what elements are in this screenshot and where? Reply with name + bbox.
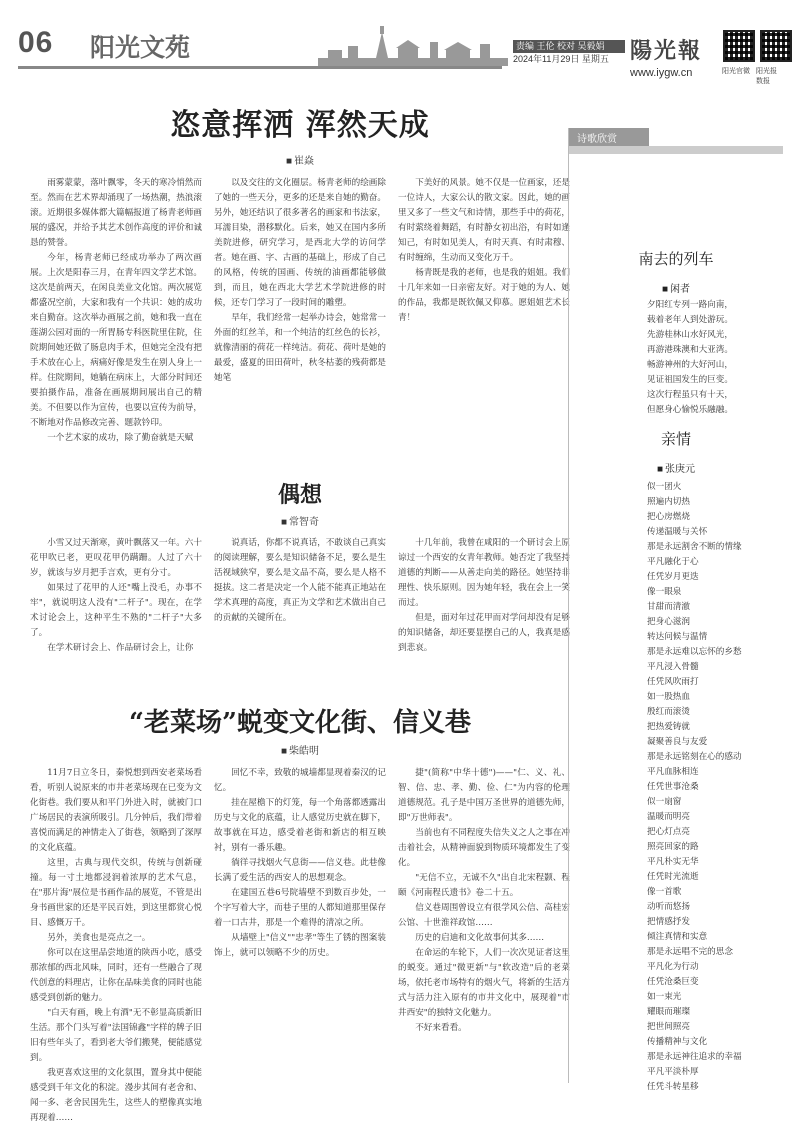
poem-line: 温暖而明亮 — [647, 812, 690, 822]
poem-body — [647, 298, 777, 418]
poem-line: 载着老年人到处游玩。 — [647, 315, 733, 325]
poem-line: 动听而悠扬 — [647, 902, 690, 912]
text-column — [398, 766, 570, 1086]
poem-line: 倾注真情和实意 — [647, 932, 708, 942]
paragraph: 当前也有不同程度失信失义之人之事在冲击着社会，从精神面貌到物质环境都发生了变化。 — [398, 828, 570, 868]
paragraph: 雨雾蒙蒙，落叶飘零，冬天的寒冷悄然而至。然而在艺术界却涌现了一场热潮，热浪滚滚。近期很多媒体都大篇幅报道了杨青老师画展的盛况，并给予其艺术创作高度的评价和诚恳的赞誉。 — [30, 178, 202, 248]
poem-line: 任凭岁月更迭 — [647, 572, 699, 582]
article-title: 偶想 — [277, 482, 322, 508]
date-line: 2024年11月29日 星期五 — [513, 54, 609, 64]
paragraph: 这里，古典与现代交织，传统与创新碰撞。每一寸土地都浸润着浓厚的艺术气息，在"那片海"展位是书画作品的展览，不管是出身书画世家的还是平民百姓，到这里都赏心悦目、感慨万千。 — [30, 858, 202, 928]
poem-line: 那是永远唱不完的思念 — [647, 947, 733, 957]
website-url: www.iygw.cn — [630, 67, 693, 79]
paragraph: 我更喜欢这里的文化氛围，置身其中便能感受到千年文化的积淀。漫步其间有老舍和、闻一多、老舍民国先生，这些人的塑像真实地再现着…… — [30, 1068, 202, 1123]
article-author: ■ 崔焱 — [30, 152, 570, 167]
poem-line: 把热爱铸就 — [647, 722, 690, 732]
poem-author: ■ 闲者 — [569, 280, 783, 295]
poem-line: 任凭世事沧桑 — [647, 782, 699, 792]
poem-line: 这次行程虽只有十天， — [647, 390, 733, 400]
qr-code-icon — [760, 30, 792, 62]
article-title: “老菜场”蜕变文化街、信义巷 — [129, 708, 471, 738]
poem-title: 南去的列车 — [638, 250, 714, 268]
paragraph: 历史的启迪和文化故事何其多…… — [415, 933, 545, 943]
paragraph: 杨青既是我的老师，也是我的姐姐。我们十几年来如一日亲密友好。对于她的为人、她的作品，我都是既钦佩又仰慕。愿姐姐艺术长青！ — [398, 268, 570, 323]
paragraph: 徜徉寻找烟火气息街——信义巷。此巷像长满了爱生活的西安人的思想观念。 — [214, 858, 386, 883]
paragraph: 在学术研讨会上、作品研讨会上，让你 — [47, 643, 194, 653]
article-author: ■ 柴皓明 — [30, 742, 570, 757]
text-column — [214, 536, 386, 656]
paragraph: 挂在屋檐下的灯笼，每一个角落都透露出历史与文化的底蕴，让人感觉历史就在脚下，故事就在耳边，感受着老街和新店的相互映衬，别有一番乐趣。 — [214, 798, 386, 853]
paragraph: "白天有画，晚上有酒"无不彰显高质新旧生活。那个门头写着"法国锦鑫"字样的牌子旧旧有些年头了，看到老大爷们搬凳，便能感觉到。 — [30, 1008, 202, 1063]
poem-line: 转达问候与温情 — [647, 632, 708, 642]
poem-body — [647, 480, 777, 1095]
article-body — [30, 536, 570, 656]
poem-title: 亲情 — [660, 430, 691, 448]
poetry-sidebar — [568, 128, 782, 1092]
poem-line: 把情感抒发 — [647, 917, 690, 927]
paragraph: 回忆不幸，致敬的城墙都显现着秦汉的记忆。 — [214, 768, 386, 793]
article-author: ■ 常智奇 — [30, 513, 570, 528]
logo-text: 陽光報 — [630, 38, 703, 64]
text-column — [30, 536, 202, 656]
paragraph: 11月7日立冬日，秦悦想到西安老菜场看看，听别人说原来的市井老菜场现在已变为文化街巷。我们要从和平门外进入时，就被门口广场居民的表演所吸引。几分钟后，我们带着喜悦而满足的神情走入了街巷，领略到了深厚的文化底蕴。 — [30, 768, 202, 853]
paragraph: 今年，杨青老师已经成功举办了两次画展。上次是阳春三月，在青年四文学艺术馆。这次是前两天，在闲良美业文化馆。两次展览都盛况空前，大家和我有一个共识：她的成功来自勤奋。这次举办画展之前，她和我一直在莲湖公园对面的一所胃肠专科医院里住院，住院期间她还做了肠息肉手术，但她完全没有把手术放在心上，病痛好像是发生在别人身上一样。住院期间，她躺在病床上，大部分时间还要拍摄作品，准备在画展期间展出自己的精美。不但要以作为宣传，也要以宣传为前导，不断地对作品修改完善、题款钤印。 — [30, 253, 202, 428]
paragraph: 以及交往的文化圈层。杨青老师的绘画除了她的一些天分，更多的还是来自她的勤奋。另外，她还结识了很多著名的画家和书法家，耳濡目染，潜移默化。后来，她又在国内多所美院进修，研究学习，是西北大学的访问学者。她在画、字、古画的基础上，形成了自己的风格，传统的国画、传统的油画都能够做到，而且，她在西北大学艺术学院进修的时候，还专门学习了一段时间的雕塑。 — [214, 178, 386, 308]
poem-line: 似一团火 — [647, 482, 682, 492]
poem-line: 照亮回家的路 — [647, 842, 699, 852]
poem-line: 任凭斗转星移 — [647, 1082, 699, 1092]
poem-line: 甘甜而清澈 — [647, 602, 690, 612]
poem-line: 传递温暖与关怀 — [647, 527, 708, 537]
poem-line: 那是永远铭刻在心的感动 — [647, 752, 742, 762]
poem-author: ■ 张庚元 — [569, 460, 783, 475]
paragraph: 十几年前，我曾在咸阳的一个研讨会上原谅过一个西安的女青年教师。她否定了我坚持道德的判断——从善走向美的路径。她坚持非理性、快乐原则。因为她年轻，我在会上一笑而过。 — [398, 538, 570, 608]
poem-line: 把身心滋润 — [647, 617, 690, 627]
paragraph: 如果过了花甲的人还"嘴上没毛，办事不牢"，就说明这人没有"二杆子"。现在，在学术讨论会上，这种平生不熟的"二杆子"大多了。 — [30, 583, 202, 638]
poem-line: 耀眼而璀璨 — [647, 1007, 690, 1017]
qr-code-icon — [723, 30, 755, 62]
paragraph: 小雪又过天渐寒，黄叶飘落又一年。六十花甲吹已老，更叹花甲仍蹒跚。人过了六十岁，就该与岁月把手言欢，更有分寸。 — [30, 538, 202, 578]
text-column — [398, 536, 570, 656]
paragraph: 但是，面对年过花甲而对学问却没有足够的知识储备，却还要显摆自己的人，我真是感到悲哀。 — [398, 613, 570, 653]
poem-line: 任凭风吹雨打 — [647, 677, 699, 687]
poem-line: 畅游神州的大好河山， — [647, 360, 733, 370]
poem-line: 那是永远难以忘怀的乡愁 — [647, 647, 742, 657]
poem-line: 但愿身心愉悦乐融融。 — [647, 405, 733, 415]
paragraph: 早年，我们经常一起举办诗会，她常常一外面的红丝羊，和一个纯洁的红丝色的长衫，就像清丽的荷花一样纯洁。荷花、荷叶是她的最爱，盛夏的田田荷叶，秋冬枯萎的残荷都是她笔 — [214, 313, 386, 383]
city-skyline-icon — [318, 24, 508, 66]
poem-line: 凝聚善良与友爱 — [647, 737, 708, 747]
paragraph: "无信不立，无诚不久"出自北宋程颢、程颐《河南程氏遗书》卷二十五。 — [398, 873, 570, 898]
poem-line: 平凡融化于心 — [647, 557, 699, 567]
poem-line: 殷红而滚烫 — [647, 707, 690, 717]
poem-line: 把世间照亮 — [647, 1022, 690, 1032]
section-band — [569, 146, 783, 154]
article-title: 恣意挥洒 浑然天成 — [170, 108, 430, 143]
poem-line: 把心灯点亮 — [647, 827, 690, 837]
poem-line: 先游桂林山水好风光， — [647, 330, 733, 340]
page-header — [18, 22, 782, 85]
poem-line: 平凡化为行动 — [647, 962, 699, 972]
poem-line: 见证祖国发生的巨变。 — [647, 375, 733, 385]
paragraph: 下美好的风景。她不仅是一位画家，还是一位诗人，大家公认的散文家。因此，她的画里又多了一些文气和诗情，那些手中的荷花，有时萦绕着舞蹈，有时静女初出浴，有时如逢知己，有时如见美人，有时天真、有时肃穆、有时缠绵，生动而又变化万千。 — [398, 178, 570, 263]
paragraph: 在建国五巷6号院墙壁不到数百步处，一个字写着大字，而巷子里的人都知道那里保存着一口古井，那是一个难得的清凉之所。 — [214, 888, 386, 928]
poem-line: 任凭时光流逝 — [647, 872, 699, 882]
poem-line: 如一股热血 — [647, 692, 690, 702]
text-column — [214, 766, 386, 1086]
section-tag: 诗歌欣赏 — [569, 128, 649, 146]
text-column — [30, 766, 202, 1123]
paragraph: 另外，美食也是亮点之一。 — [47, 933, 151, 943]
header-meta — [513, 40, 625, 66]
poem-line: 传播精神与文化 — [647, 1037, 708, 1047]
poem-line: 再游港珠澳和大亚湾。 — [647, 345, 733, 355]
poem-line: 那是永远割舍不断的情缘 — [647, 542, 742, 552]
poem-line: 像一首歌 — [647, 887, 682, 897]
qr-caption: 阳光报数报 — [756, 68, 777, 85]
article-body — [30, 766, 570, 1123]
paragraph: 不好来看看。 — [415, 1023, 467, 1033]
poem-line: 平凡浸入骨髓 — [647, 662, 699, 672]
poem-line: 平凡平淡朴厚 — [647, 1067, 699, 1077]
header-rule — [18, 66, 502, 69]
paragraph: 从墙壁上"信义""忠孝"等生了锈的图案装饰上，就可以领略不少的历史。 — [214, 933, 386, 958]
qr-caption: 阳光官微 — [722, 68, 750, 75]
poem-line: 似一扇窗 — [647, 797, 682, 807]
editor-line: 责编 王伦 校对 吴毅娟 — [513, 40, 625, 53]
poem-line: 像一眼泉 — [647, 587, 682, 597]
poem-line: 平凡血脉相连 — [647, 767, 699, 777]
poem-line: 任凭沧桑巨变 — [647, 977, 699, 987]
paragraph: 信义巷周围曾设立有很学风公信、高桂宏公馆、十世淮祥政馆…… — [398, 903, 570, 928]
paragraph: 说真话，你都不说真话，不敢谈自己真实的阅读理解，要么是知识储备不足，要么是生活视域狭窄，要么是文品不高，要么是人格不挺拔。这二者是决定一个人能不能真正地站在学术真理的高度，真正为文学和艺术做出自己的贡献的关键所在。 — [214, 538, 386, 623]
column-name: 阳光文苑 — [90, 34, 191, 62]
paragraph: 在命运的车轮下，人们一次次见证者这里的蜕变。通过"微更新"与"软改造"后的老菜场，依托老市场特有的烟火气，将新的生活方式与活力注入原有的市井文化中，展现着"市井西安"的独特文化魅力。 — [398, 948, 570, 1018]
page-number: 06 — [18, 26, 54, 59]
paragraph: 一个艺术家的成功，除了勤奋就是天赋 — [47, 433, 194, 443]
poem-line: 如一束光 — [647, 992, 682, 1002]
poem-line: 夕阳红专列一路向南， — [647, 300, 733, 310]
poem-line: 照遍内切热 — [647, 497, 690, 507]
paragraph: 捷"(简称"中华十德")——"仁、义、礼、智、信、忠、孝、勤、俭、仁"为内容的伦理道德规范。孔子是中国万圣世界的道德先师，即"万世师表"。 — [398, 768, 570, 823]
poem-line: 把心房燃烧 — [647, 512, 690, 522]
poem-line: 那是永远神往追求的幸福 — [647, 1052, 742, 1062]
poem-line: 平凡朴实无华 — [647, 857, 699, 867]
paragraph: 你可以在这里品尝地道的陕西小吃，感受那浓郁的西北风味，同时，还有一些融合了现代创意的料理店，让你在品味美食的同时也能感受到创新的魅力。 — [30, 948, 202, 1003]
newspaper-logo — [630, 34, 730, 79]
